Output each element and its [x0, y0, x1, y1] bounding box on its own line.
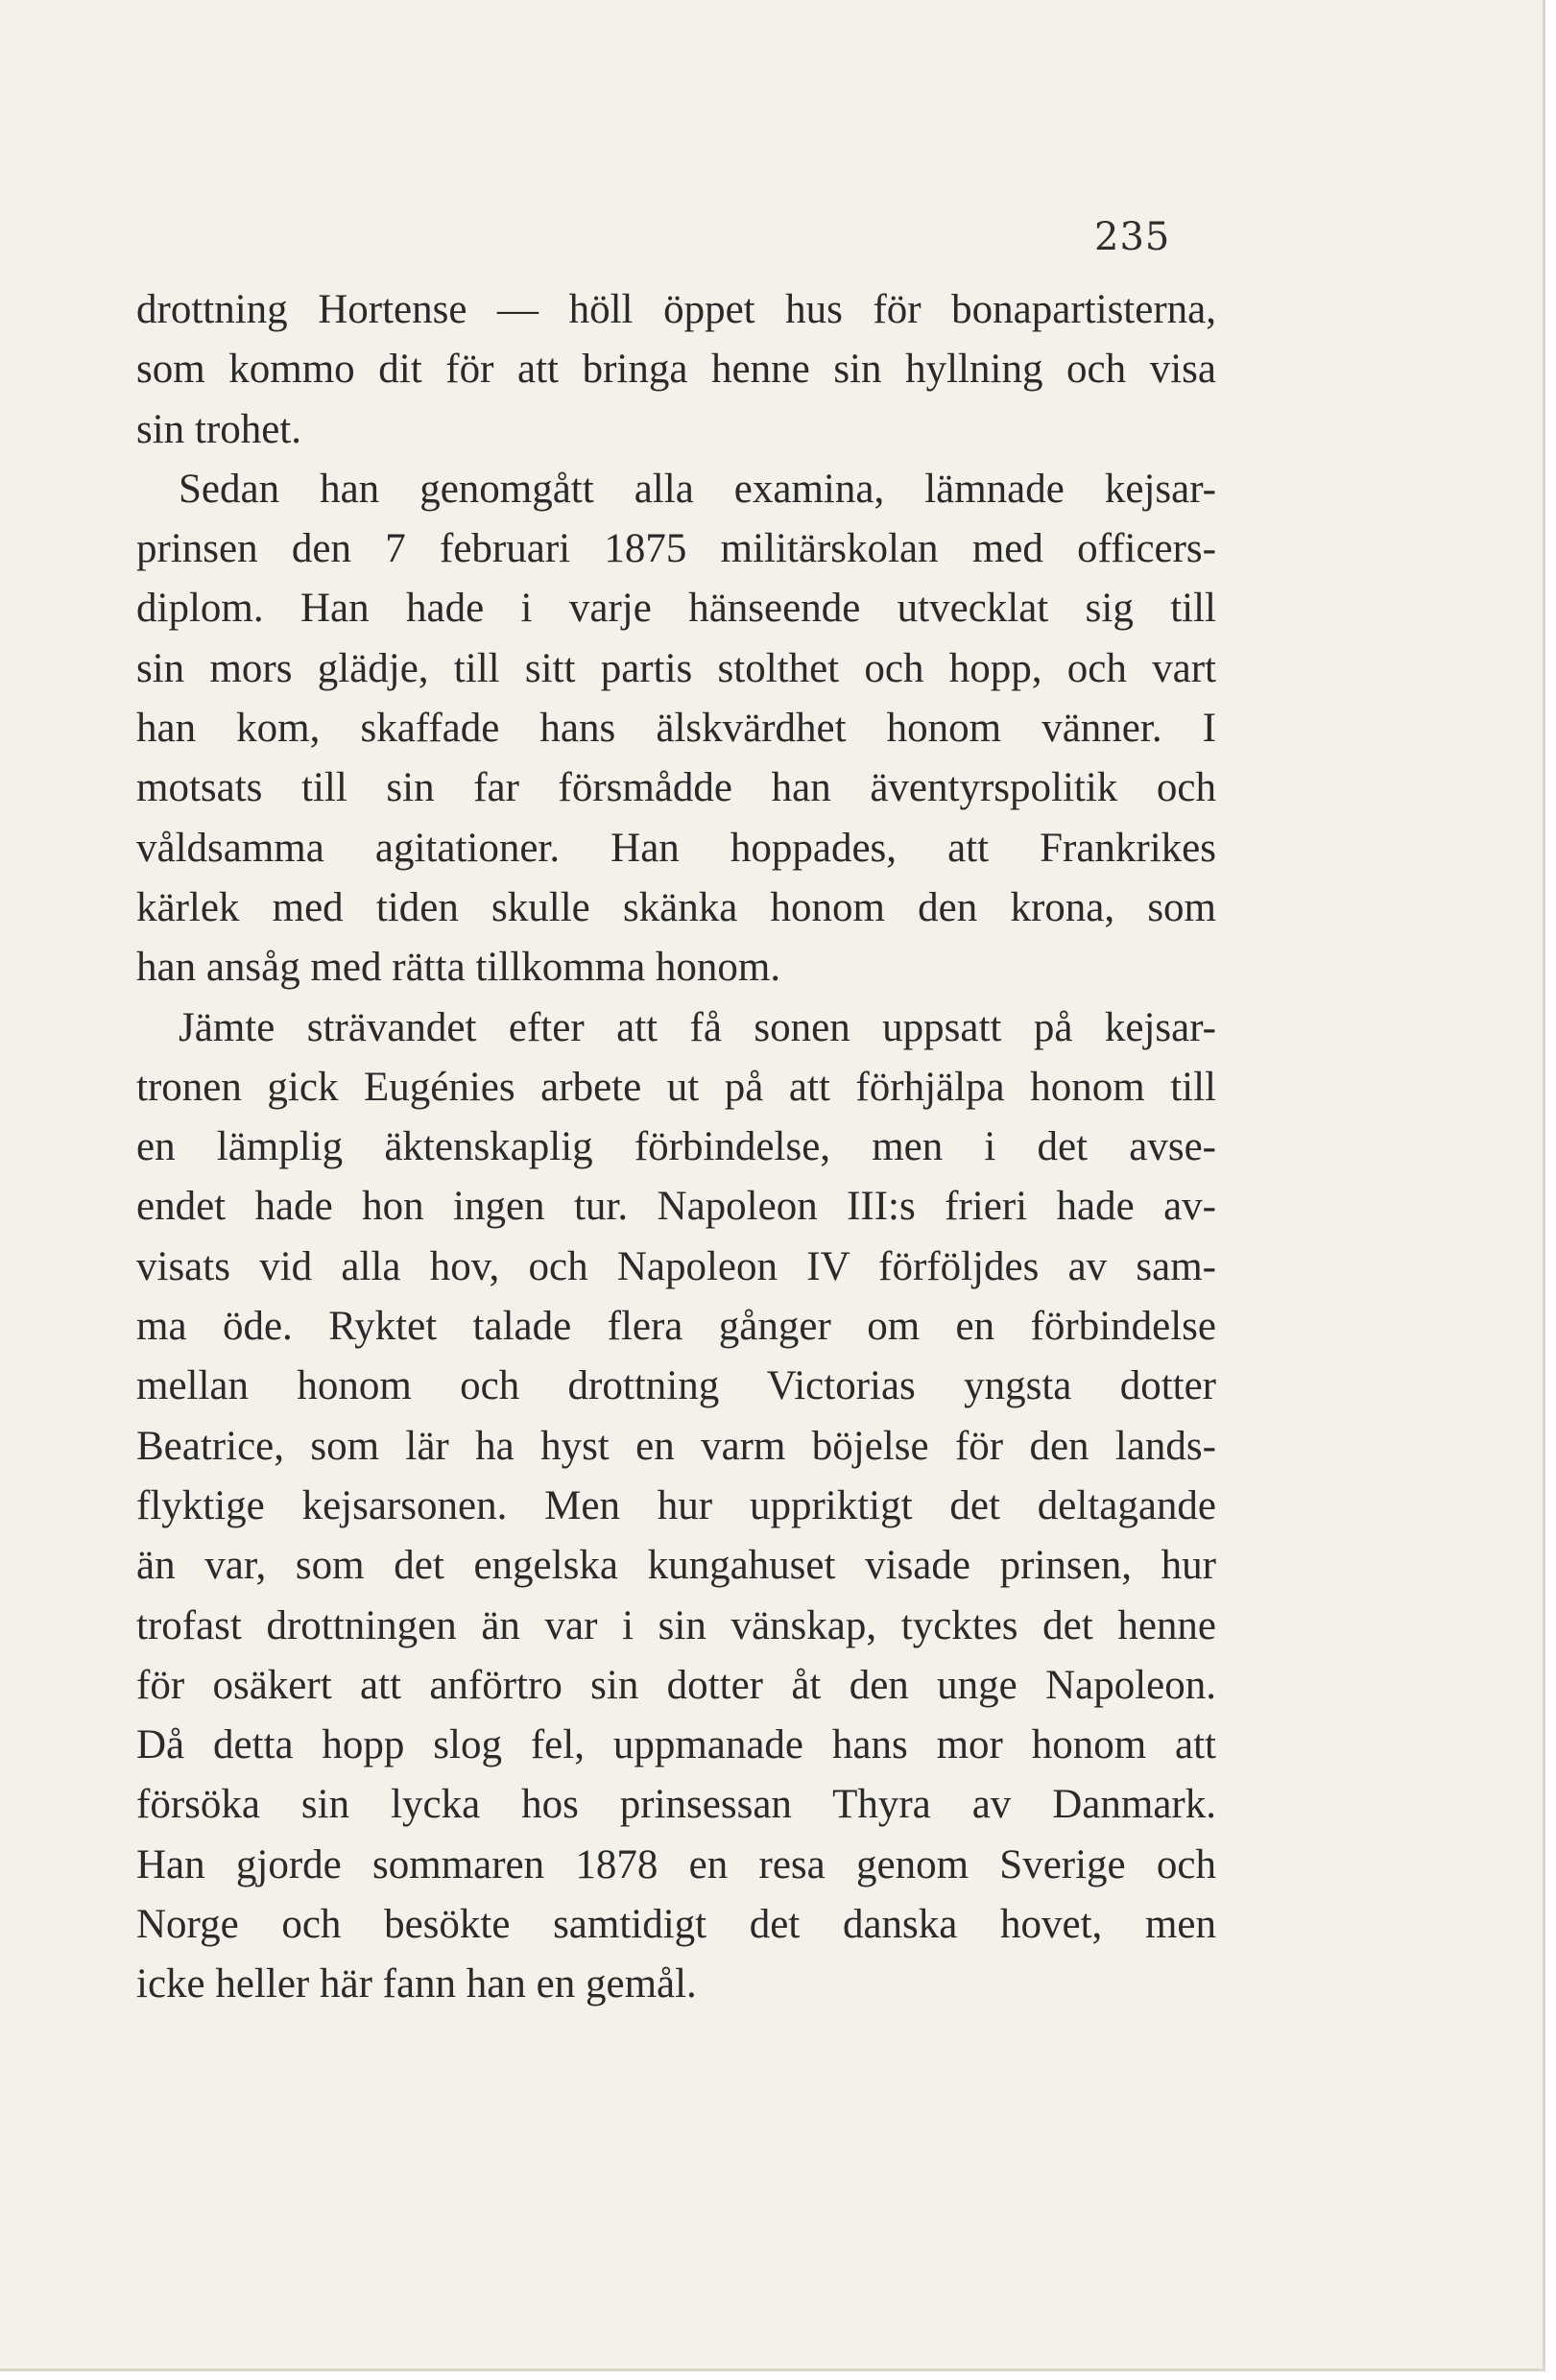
text-line: Norge och besökte samtidigt det danska hovet, men — [136, 1902, 1216, 1948]
text-line: trofast drottningen än var i sin vänskap, tycktes det henne — [136, 1602, 1216, 1648]
text-line: än var, som det engelska kungahuset visade prinsen, hur — [136, 1543, 1216, 1589]
text-line: en lämplig äktenskaplig förbindelse, men i det avse- — [136, 1124, 1216, 1170]
text-line: prinsen den 7 februari 1875 militärskolan med officers- — [136, 526, 1216, 572]
text-line: våldsamma agitationer. Han hoppades, att Frankrikes — [136, 825, 1216, 871]
text-line: han ansåg med rätta tillkomma honom. — [136, 945, 781, 991]
text-line: drottning Hortense — höll öppet hus för bonapartisterna, — [136, 287, 1216, 332]
text-line: försöka sin lycka hos prinsessan Thyra av Danmark. — [136, 1782, 1216, 1828]
text-line: Han gjorde sommaren 1878 en resa genom Sverige och — [136, 1841, 1216, 1887]
page-number: 235 — [1094, 215, 1171, 259]
text-line: för osäkert att anförtro sin dotter åt den unge Napoleon. — [136, 1662, 1216, 1708]
text-line: flyktige kejsarsonen. Men hur uppriktigt det deltagande — [136, 1482, 1216, 1528]
text-line: han kom, skaffade hans älskvärdhet honom vänner. I — [136, 706, 1216, 752]
text-line: sin trohet. — [136, 406, 301, 452]
text-line: Beatrice, som lär ha hyst en varm böjelse för den lands- — [136, 1423, 1216, 1469]
text-line: Sedan han genomgått alla examina, lämnade kejsar- — [179, 466, 1216, 512]
text-line: diplom. Han hade i varje hänseende utvecklat sig till — [136, 586, 1216, 632]
body-text — [136, 280, 1216, 2015]
text-line: Då detta hopp slog fel, uppmanade hans mor honom att — [136, 1722, 1216, 1768]
text-line: Jämte strävandet efter att få sonen uppsatt på kejsar- — [179, 1004, 1216, 1050]
text-line: visats vid alla hov, och Napoleon IV förföljdes av sam- — [136, 1243, 1216, 1289]
text-line: motsats till sin far försmådde han äventyrspolitik och — [136, 765, 1216, 811]
text-line: mellan honom och drottning Victorias yngsta dotter — [136, 1363, 1216, 1409]
paragraph-1 — [136, 280, 1216, 460]
text-line: som kommo dit för att bringa henne sin hyllning och visa — [136, 347, 1216, 393]
paragraph-3 — [136, 998, 1216, 2015]
text-line: sin mors glädje, till sitt partis stolthet och hopp, och vart — [136, 645, 1216, 691]
text-line: tronen gick Eugénies arbete ut på att förhjälpa honom till — [136, 1064, 1216, 1110]
text-line: icke heller här fann han en gemål. — [136, 1961, 697, 2007]
text-line: ma öde. Ryktet talade flera gånger om en förbindelse — [136, 1304, 1216, 1350]
paragraph-2 — [136, 460, 1216, 998]
text-line: kärlek med tiden skulle skänka honom den krona, som — [136, 884, 1216, 930]
text-line: endet hade hon ingen tur. Napoleon III:s frieri hade av- — [136, 1184, 1216, 1230]
